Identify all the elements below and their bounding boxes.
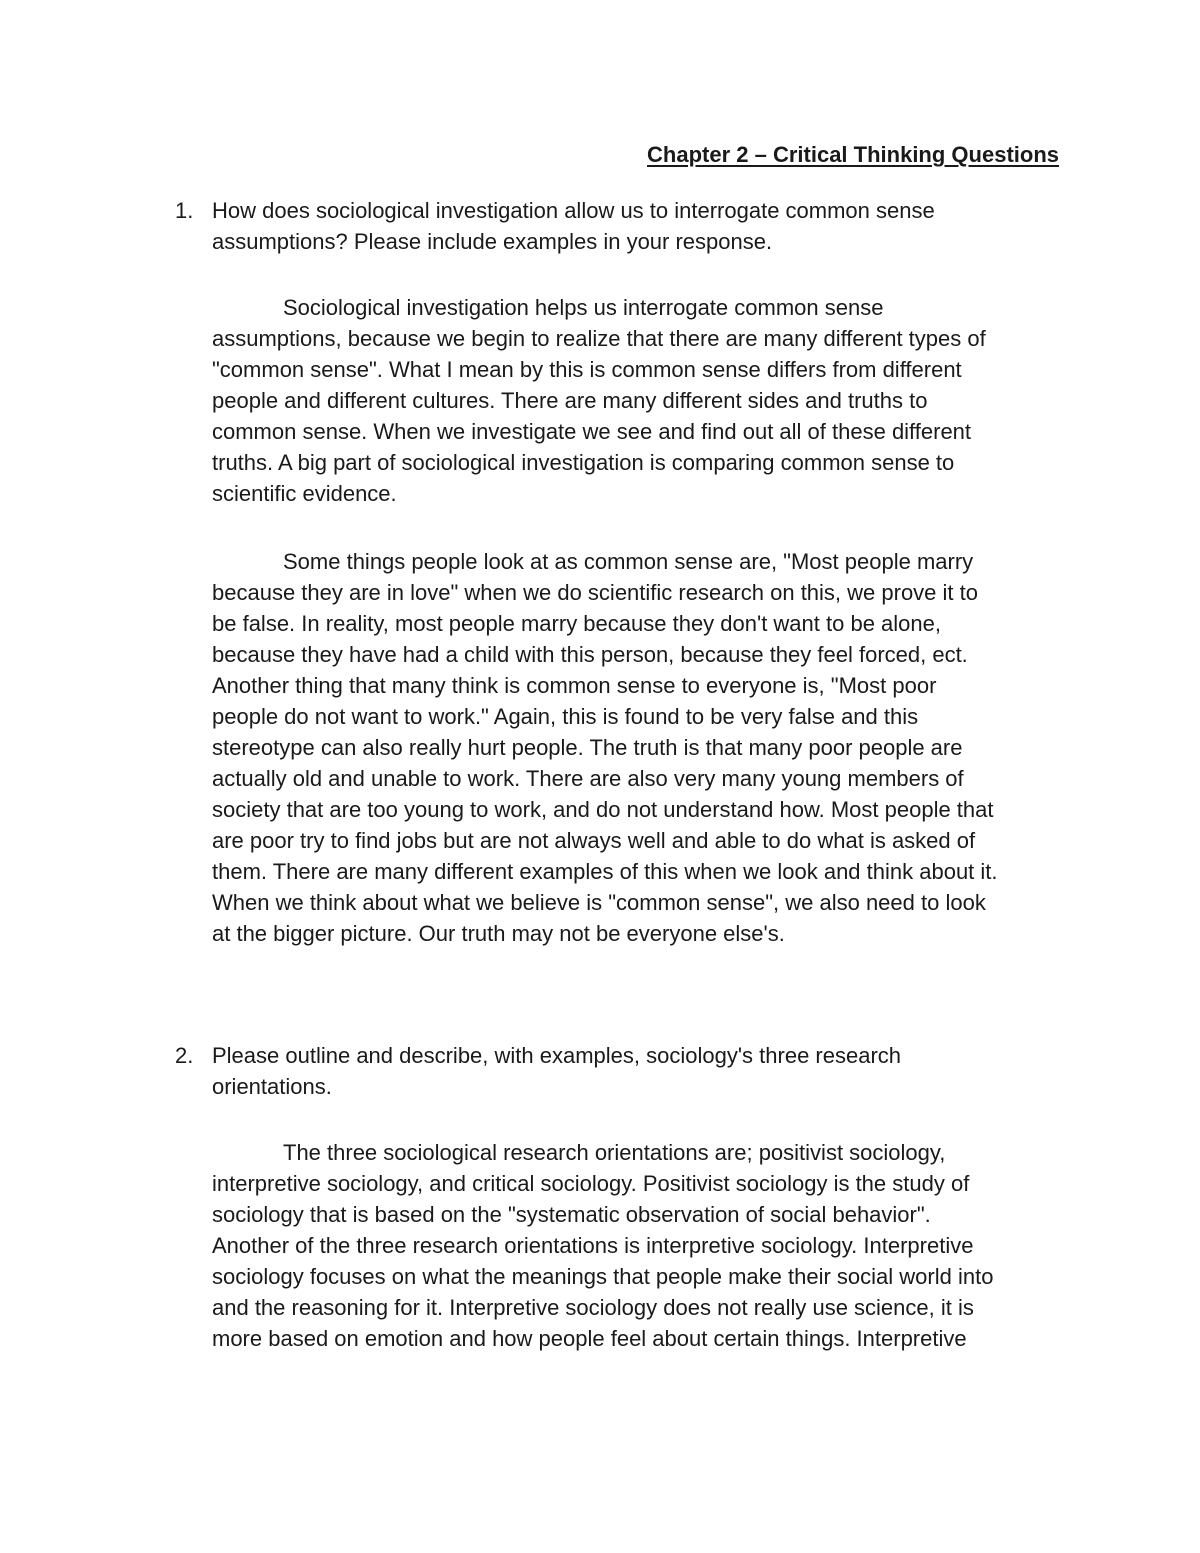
prompt-line: assumptions? Please include examples in your response. [212, 229, 773, 254]
answer-line: people and different cultures. There are many different sides and truths to [212, 388, 928, 413]
question-prompt [212, 1040, 1062, 1102]
answer-line: society that are too young to work, and do not understand how. Most people that [212, 797, 994, 822]
answer-line: sociology focuses on what the meanings that people make their social world into [212, 1264, 994, 1289]
answer-line: at the bigger picture. Our truth may not be everyone else's. [212, 921, 785, 946]
answer-line: more based on emotion and how people feel about certain things. Interpretive [212, 1326, 967, 1351]
answer-line: are poor try to find jobs but are not always well and able to do what is asked of [212, 828, 976, 853]
answer-line: common sense. When we investigate we see and find out all of these different [212, 419, 972, 444]
prompt-line: orientations. [212, 1074, 332, 1099]
answer-line: because they have had a child with this person, because they feel forced, ect. [212, 642, 968, 667]
answer-line: assumptions, because we begin to realize that there are many different types of [212, 326, 986, 351]
question-prompt [212, 195, 1062, 257]
answer-line: Sociological investigation helps us interrogate common sense [283, 295, 884, 320]
answer-line: be false. In reality, most people marry because they don't want to be alone, [212, 611, 941, 636]
answer-line: interpretive sociology, and critical sociology. Positivist sociology is the study of [212, 1171, 970, 1196]
answer-line: actually old and unable to work. There are also very many young members of [212, 766, 964, 791]
prompt-line: Please outline and describe, with examples, sociology's three research [212, 1043, 902, 1068]
answer-line: them. There are many different examples of this when we look and think about it. [212, 859, 998, 884]
answer-line: scientific evidence. [212, 481, 397, 506]
answer-line: Some things people look at as common sense are, "Most people marry [283, 549, 974, 574]
answer-line: When we think about what we believe is "common sense", we also need to look [212, 890, 986, 915]
answer-paragraph [212, 292, 1062, 509]
answer-line: truths. A big part of sociological investigation is comparing common sense to [212, 450, 955, 475]
answer-line: Another of the three research orientations is interpretive sociology. Interpretive [212, 1233, 974, 1258]
question-number: 2. [175, 1043, 194, 1068]
answer-paragraph [212, 546, 1062, 949]
answer-line: sociology that is based on the "systematic observation of social behavior". [212, 1202, 931, 1227]
prompt-line: How does sociological investigation allow us to interrogate common sense [212, 198, 935, 223]
answer-line: The three sociological research orientations are; positivist sociology, [283, 1140, 946, 1165]
question-number: 1. [175, 198, 194, 223]
answer-line: Another thing that many think is common sense to everyone is, "Most poor [212, 673, 937, 698]
answer-line: because they are in love" when we do scientific research on this, we prove it to [212, 580, 978, 605]
answer-line: stereotype can also really hurt people. The truth is that many poor people are [212, 735, 963, 760]
answer-line: and the reasoning for it. Interpretive sociology does not really use science, it is [212, 1295, 974, 1320]
page-title: Chapter 2 – Critical Thinking Questions [647, 142, 1059, 167]
answer-paragraph [212, 1137, 1062, 1354]
answer-line: people do not want to work." Again, this is found to be very false and this [212, 704, 919, 729]
answer-line: "common sense". What I mean by this is common sense differs from different [212, 357, 962, 382]
